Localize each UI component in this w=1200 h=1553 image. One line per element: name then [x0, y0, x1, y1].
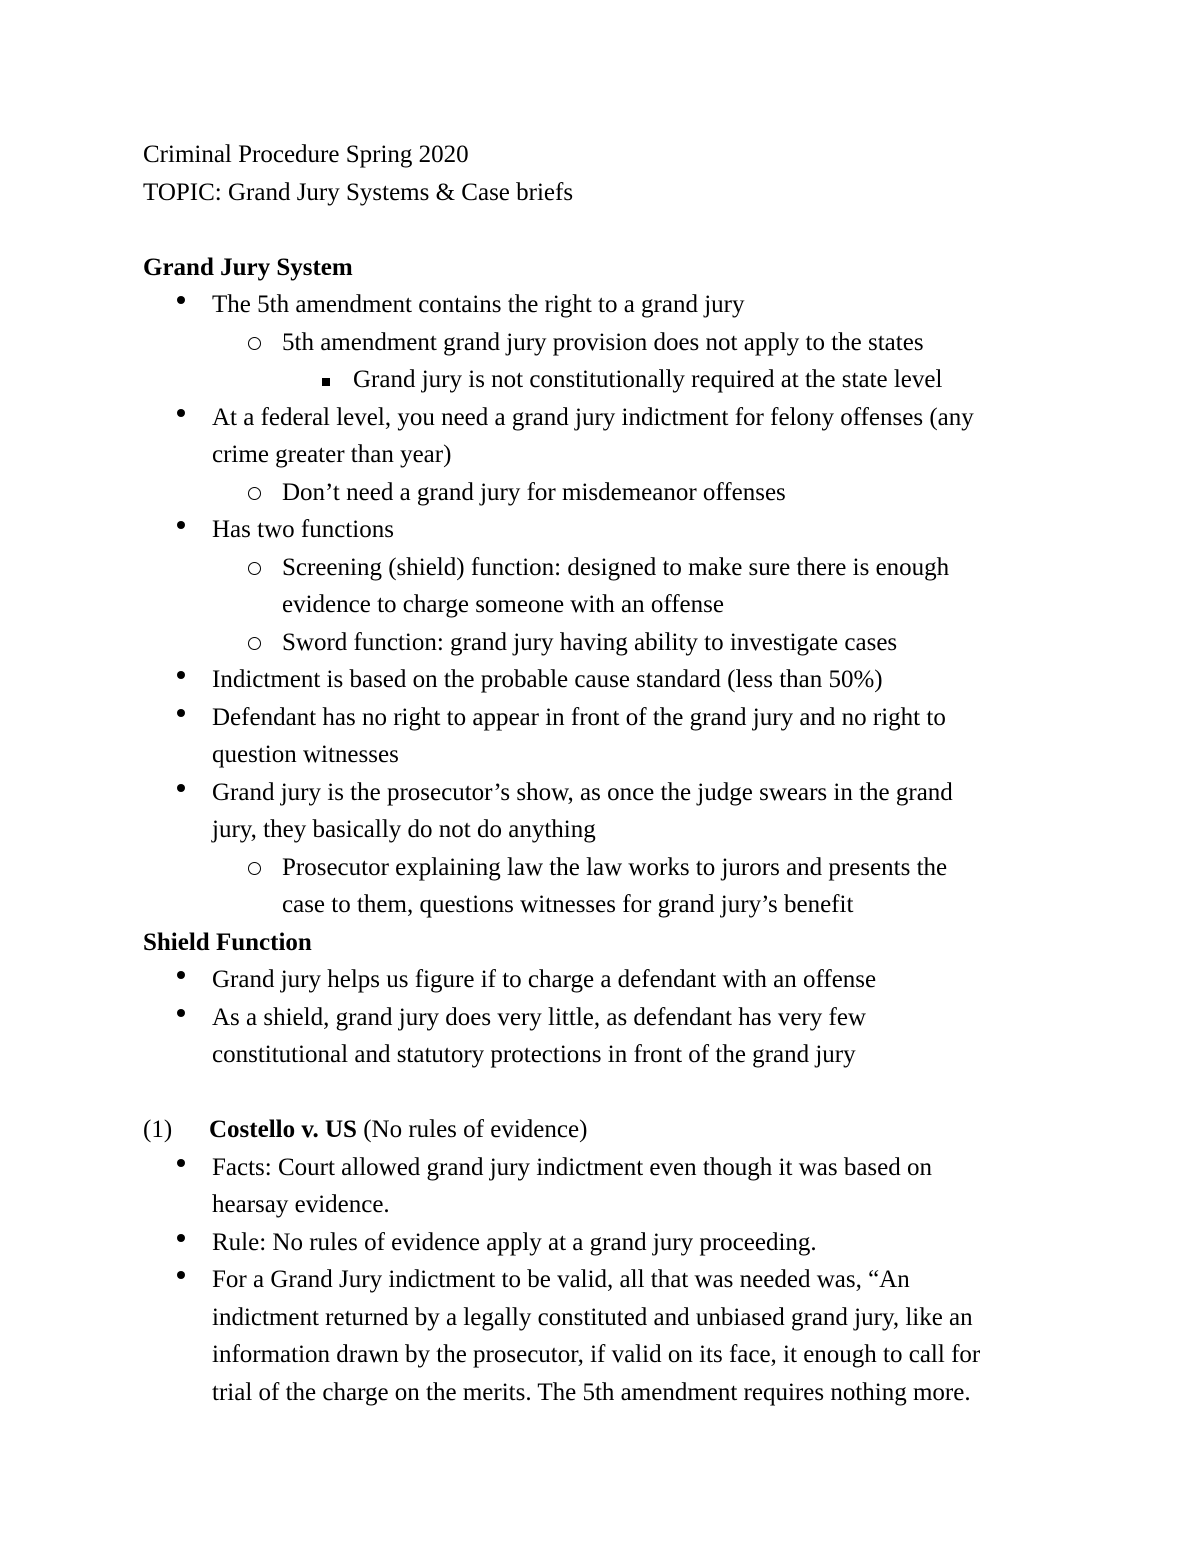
section-heading-shield-function: Shield Function [143, 928, 312, 956]
blank-line [143, 1074, 1063, 1112]
list-item: Indictment is based on the probable cause standard (less than 50%) [143, 661, 1063, 699]
course-title: Criminal Procedure Spring 2020 [143, 141, 469, 168]
list-item: Facts: Court allowed grand jury indictment even though it was based on hearsay evidence. [143, 1149, 1063, 1224]
list-item: 5th amendment grand jury provision does not apply to the states [143, 324, 1063, 362]
document-content [143, 136, 1063, 1411]
case-number: (1) [143, 1116, 173, 1143]
list-item: Don’t need a grand jury for misdemeanor offenses [143, 474, 1063, 512]
list-item: Rule: No rules of evidence apply at a grand jury proceeding. [143, 1224, 1063, 1262]
list-item: Grand jury is the prosecutor’s show, as once the judge swears in the grand jury, they basically do not do anything [143, 774, 1063, 849]
list-item: At a federal level, you need a grand jury indictment for felony offenses (any crime greater than year) [143, 399, 1063, 474]
list-item: Screening (shield) function: designed to make sure there is enough evidence to charge someone with an offense [143, 549, 1063, 624]
list-item: For a Grand Jury indictment to be valid, all that was needed was, “An indictment returned by a legally constituted and unbiased grand jury, like an information drawn by the prosecutor, if valid on its face, it enough to call for trial of the charge on the merits. The 5th amendment requires nothing more. [143, 1261, 1063, 1411]
topic-line: TOPIC: Grand Jury Systems & Case briefs [143, 178, 574, 206]
section-heading-grand-jury-system: Grand Jury System [143, 253, 353, 281]
list-item: Grand jury helps us figure if to charge a defendant with an offense [143, 961, 1063, 999]
list-item: As a shield, grand jury does very little, as defendant has very few constitutional and statutory protections in front of the grand jury [143, 999, 1063, 1074]
blank-line [143, 211, 1063, 249]
list-item: Defendant has no right to appear in front of the grand jury and no right to question witnesses [143, 699, 1063, 774]
list-item: Sword function: grand jury having ability to investigate cases [143, 624, 1063, 662]
list-item: The 5th amendment contains the right to a grand jury [143, 286, 1063, 324]
list-item: Grand jury is not constitutionally required at the state level [143, 361, 1063, 399]
case-note: (No rules of evidence) [356, 1116, 588, 1143]
list-item: Has two functions [143, 511, 1063, 549]
case-name: Costello v. US [209, 1116, 357, 1143]
list-item: Prosecutor explaining law the law works to jurors and presents the case to them, questions witnesses for grand jury’s benefit [143, 849, 1063, 924]
case-heading-costello [143, 1111, 1063, 1149]
